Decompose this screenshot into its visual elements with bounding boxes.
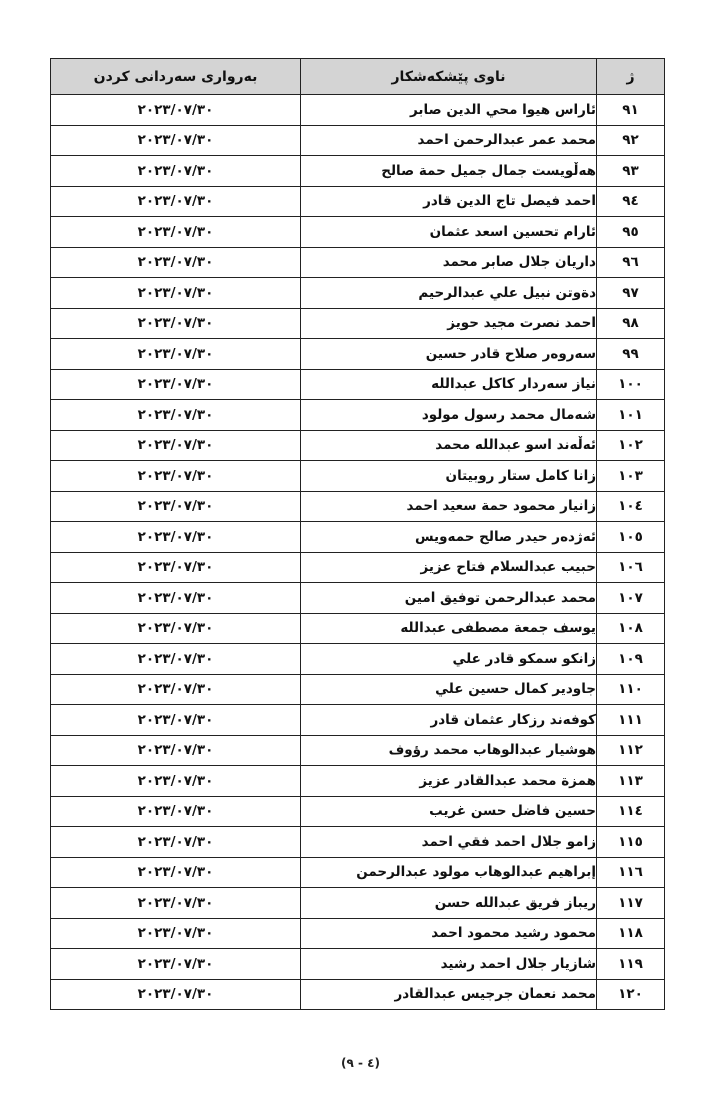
table-row [51,552,665,583]
applicant-name: هوشيار عبدالوهاب محمد رؤوف [301,735,597,766]
applicant-name: محمود رشيد محمود احمد [301,918,597,949]
row-number: ٩٨ [597,308,665,339]
visit-date: ٢٠٢٣/٠٧/٣٠ [51,674,301,705]
applicant-name: ئەڵەند اسو عبدالله محمد [301,430,597,461]
visit-date: ٢٠٢٣/٠٧/٣٠ [51,918,301,949]
applicant-name: إبراهيم عبدالوهاب مولود عبدالرحمن [301,857,597,888]
row-number: ١١١ [597,705,665,736]
visit-date: ٢٠٢٣/٠٧/٣٠ [51,644,301,675]
applicant-name: زامو جلال احمد فقي احمد [301,827,597,858]
row-number: ١١٤ [597,796,665,827]
row-number: ٩٦ [597,247,665,278]
row-number: ٩٤ [597,186,665,217]
row-number: ١١٧ [597,888,665,919]
row-number: ١٠٦ [597,552,665,583]
applicant-name: شازيار جلال احمد رشيد [301,949,597,980]
row-number: ٩٢ [597,125,665,156]
table-row [51,979,665,1010]
row-number: ١٠٣ [597,461,665,492]
table-row [51,156,665,187]
row-number: ١١٨ [597,918,665,949]
row-number: ١٠٥ [597,522,665,553]
row-number: ١١٩ [597,949,665,980]
table-row [51,186,665,217]
row-number: ١٠٧ [597,583,665,614]
row-number: ١١٦ [597,857,665,888]
header-name: ناوی پێشکەشکار [301,59,597,95]
table-row [51,522,665,553]
table-row [51,461,665,492]
visit-date: ٢٠٢٣/٠٧/٣٠ [51,857,301,888]
visit-date: ٢٠٢٣/٠٧/٣٠ [51,491,301,522]
table-row [51,613,665,644]
applicant-name: ئارام تحسين اسعد عثمان [301,217,597,248]
row-number: ٩١ [597,95,665,126]
applicant-name: محمد نعمان جرجيس عبدالقادر [301,979,597,1010]
visit-date: ٢٠٢٣/٠٧/٣٠ [51,186,301,217]
table-row [51,95,665,126]
table-row [51,949,665,980]
table-row [51,705,665,736]
visit-date: ٢٠٢٣/٠٧/٣٠ [51,827,301,858]
applicant-name: ريباز فريق عبدالله حسن [301,888,597,919]
table-row [51,491,665,522]
row-number: ١١٠ [597,674,665,705]
table-row [51,857,665,888]
header-row [51,59,665,95]
applicant-name: حبيب عبدالسلام فتاح عزيز [301,552,597,583]
visit-date: ٢٠٢٣/٠٧/٣٠ [51,552,301,583]
visit-date: ٢٠٢٣/٠٧/٣٠ [51,430,301,461]
applicant-name: محمد عمر عبدالرحمن احمد [301,125,597,156]
visit-date: ٢٠٢٣/٠٧/٣٠ [51,796,301,827]
visit-date: ٢٠٢٣/٠٧/٣٠ [51,766,301,797]
applicant-name: هەڵويست جمال جميل حمة صالح [301,156,597,187]
visit-date: ٢٠٢٣/٠٧/٣٠ [51,522,301,553]
table-row [51,918,665,949]
row-number: ١٠١ [597,400,665,431]
visit-date: ٢٠٢٣/٠٧/٣٠ [51,979,301,1010]
table-row [51,247,665,278]
applicant-name: زانا كامل ستار روبيتان [301,461,597,492]
table-body [51,95,665,1010]
applicant-name: داريان جلال صابر محمد [301,247,597,278]
visit-date: ٢٠٢٣/٠٧/٣٠ [51,95,301,126]
row-number: ١٠٤ [597,491,665,522]
table-row [51,827,665,858]
row-number: ١١٥ [597,827,665,858]
row-number: ١٠٨ [597,613,665,644]
applicant-name: زانكو سمكو قادر علي [301,644,597,675]
row-number: ١٠٢ [597,430,665,461]
row-number: ١٠٠ [597,369,665,400]
applicants-table [50,58,665,1010]
table-row [51,583,665,614]
row-number: ٩٩ [597,339,665,370]
applicant-name: ئەژدەر حيدر صالح حمەويس [301,522,597,553]
applicant-name: احمد فيصل تاج الدين قادر [301,186,597,217]
table-row [51,766,665,797]
visit-date: ٢٠٢٣/٠٧/٣٠ [51,369,301,400]
row-number: ١١٣ [597,766,665,797]
visit-date: ٢٠٢٣/٠٧/٣٠ [51,583,301,614]
row-number: ٩٣ [597,156,665,187]
visit-date: ٢٠٢٣/٠٧/٣٠ [51,949,301,980]
visit-date: ٢٠٢٣/٠٧/٣٠ [51,705,301,736]
visit-date: ٢٠٢٣/٠٧/٣٠ [51,125,301,156]
row-number: ١٢٠ [597,979,665,1010]
visit-date: ٢٠٢٣/٠٧/٣٠ [51,278,301,309]
visit-date: ٢٠٢٣/٠٧/٣٠ [51,308,301,339]
row-number: ٩٥ [597,217,665,248]
applicant-name: حسين فاضل حسن غريب [301,796,597,827]
visit-date: ٢٠٢٣/٠٧/٣٠ [51,735,301,766]
applicant-name: سەروەر صلاح قادر حسين [301,339,597,370]
applicant-name: كوفەند رزكار عثمان قادر [301,705,597,736]
applicant-name: شەمال محمد رسول مولود [301,400,597,431]
visit-date: ٢٠٢٣/٠٧/٣٠ [51,400,301,431]
row-number: ١١٢ [597,735,665,766]
applicant-name: ئاراس هيوا محي الدين صابر [301,95,597,126]
table-row [51,308,665,339]
row-number: ١٠٩ [597,644,665,675]
table-row [51,339,665,370]
applicant-name: يوسف جمعة مصطفى عبدالله [301,613,597,644]
applicant-name: جاودير كمال حسين علي [301,674,597,705]
table-row [51,125,665,156]
table-header [51,59,665,95]
visit-date: ٢٠٢٣/٠٧/٣٠ [51,461,301,492]
table-row [51,369,665,400]
table-row [51,278,665,309]
visit-date: ٢٠٢٣/٠٧/٣٠ [51,156,301,187]
table-row [51,644,665,675]
visit-date: ٢٠٢٣/٠٧/٣٠ [51,339,301,370]
table-row [51,430,665,461]
header-date: بەرواری سەردانی کردن [51,59,301,95]
table-row [51,400,665,431]
row-number: ٩٧ [597,278,665,309]
table-row [51,217,665,248]
applicant-name: همزة محمد عبدالقادر عزيز [301,766,597,797]
page-number: (٤ - ٩) [341,1056,380,1070]
applicant-name: احمد نصرت مجيد حويز [301,308,597,339]
visit-date: ٢٠٢٣/٠٧/٣٠ [51,217,301,248]
table-row [51,735,665,766]
applicant-name: محمد عبدالرحمن توفيق امين [301,583,597,614]
visit-date: ٢٠٢٣/٠٧/٣٠ [51,247,301,278]
applicant-name: دةوتن نبيل علي عبدالرحيم [301,278,597,309]
table-row [51,674,665,705]
applicant-name: نياز سەردار كاكل عبدالله [301,369,597,400]
applicant-name: زانيار محمود حمة سعيد احمد [301,491,597,522]
table-row [51,888,665,919]
visit-date: ٢٠٢٣/٠٧/٣٠ [51,613,301,644]
visit-date: ٢٠٢٣/٠٧/٣٠ [51,888,301,919]
header-number: ژ [597,59,665,95]
table-row [51,796,665,827]
